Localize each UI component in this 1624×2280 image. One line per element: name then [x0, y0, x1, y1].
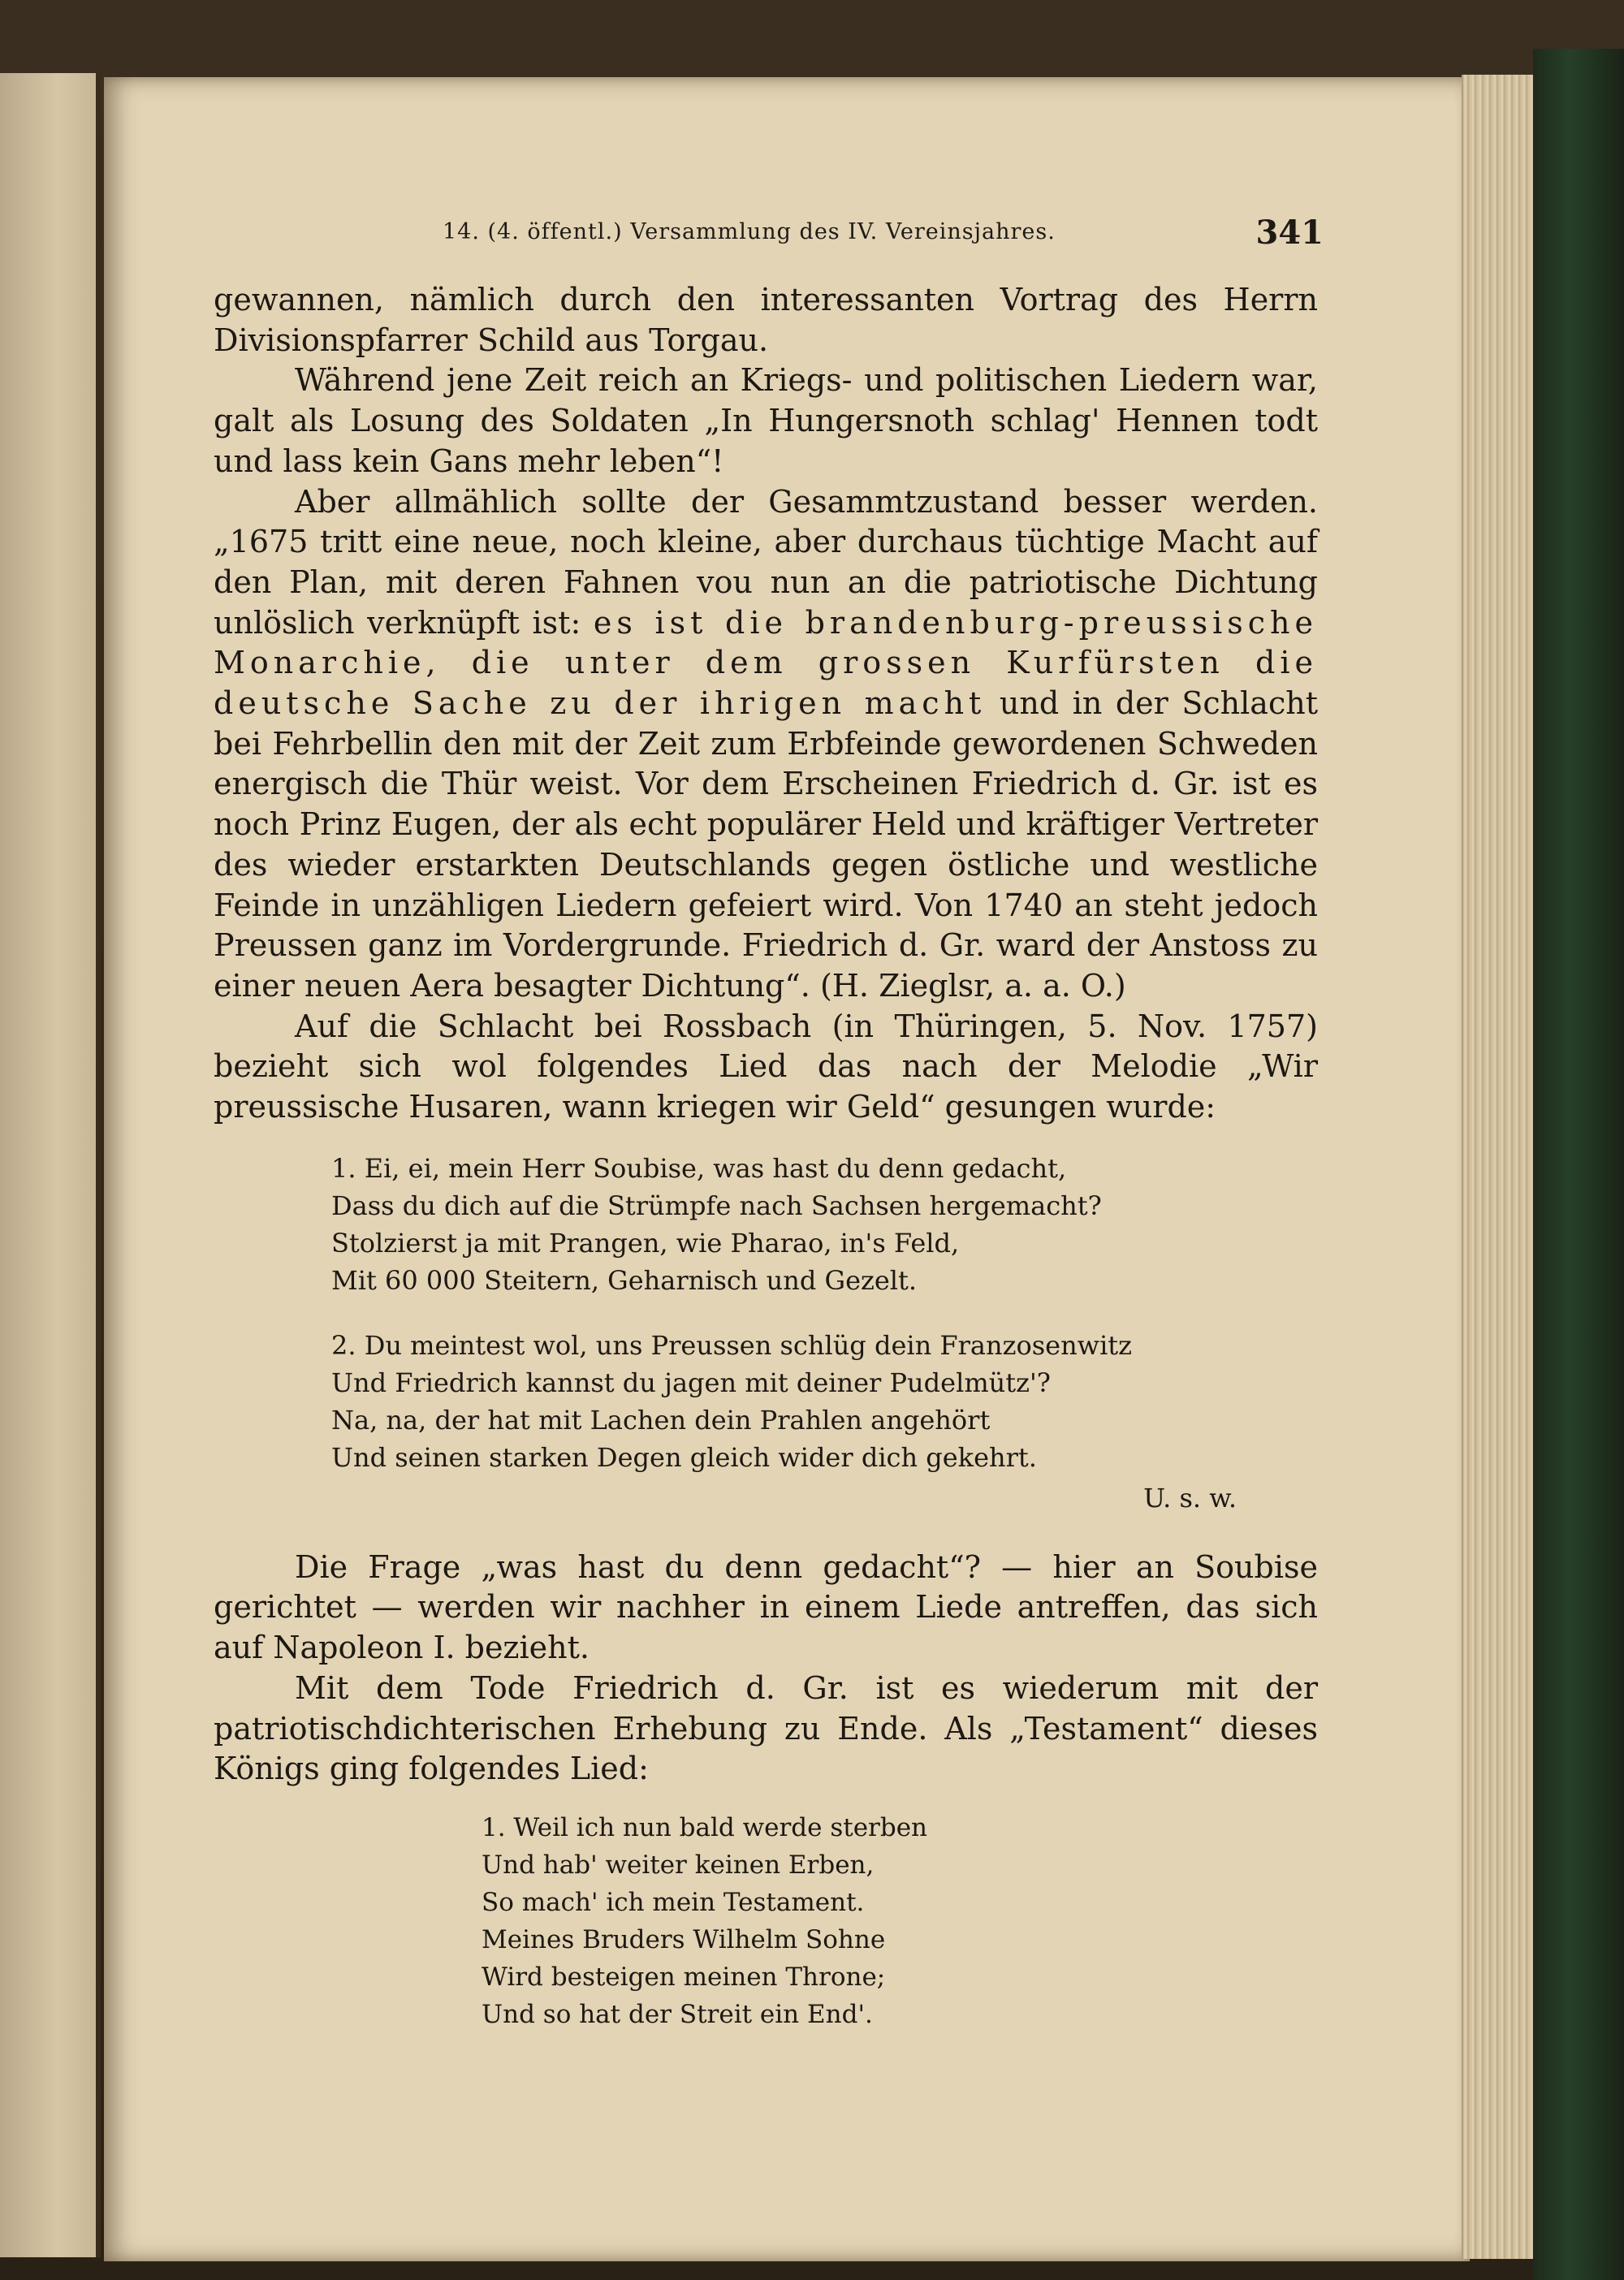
paragraph-3-text-a: Aber allmählich sollte der Gesammtzustand besser werden. „1675 tritt eine neue, noch kleine, aber durchaus tüchtige Macht auf den Plan, mit deren Fahnen vou nun an die patriotische Dichtung unlöslich verknüpft ist:: [214, 483, 1318, 641]
verse-line: Stolzierst ja mit Prangen, wie Pharao, in's Feld,: [331, 1227, 960, 1259]
page-edges: [1462, 75, 1536, 2259]
page-content: [214, 280, 1318, 2033]
poem-closing: U. s. w.: [1143, 1482, 1237, 1514]
page-number: 341: [1255, 214, 1324, 252]
verse-line: Na, na, der hat mit Lachen dein Prahlen angehört: [331, 1404, 991, 1436]
verse-line: Und seinen starken Degen gleich wider dich gekehrt.: [331, 1441, 1037, 1473]
paragraph-5: Die Frage „was hast du denn gedacht“? — hier an Soubise gerichtet — werden wir nachher in einem Liede antreffen, das sich auf Napoleon I. bezieht.: [214, 1548, 1318, 1666]
book-cover: [1533, 49, 1624, 2280]
verse-line: So mach' ich mein Testament.: [482, 1887, 865, 1917]
paragraph-6: Mit dem Tode Friedrich d. Gr. ist es wiederum mit der patriotischdichterischen Erhebung zu Ende. Als „Testament“ dieses Königs ging folgendes Lied:: [214, 1669, 1318, 1787]
poem-soubise-stanza-2: [331, 1327, 1318, 1476]
verse-line: Wird besteigen meinen Throne;: [482, 1962, 886, 1992]
facing-page-edge: [0, 73, 101, 2257]
paragraph-2: Während jene Zeit reich an Kriegs- und politischen Liedern war, galt als Losung des Soldaten „In Hungersnoth schlag' Hennen todt und lass kein Gans mehr leben“!: [214, 362, 1318, 479]
poem-testament: [482, 1809, 1318, 2033]
verse-line: 2. Du meintest wol, uns Preussen schlüg dein Franzosenwitz: [331, 1329, 1133, 1361]
paragraph-3-spaced-text: es ist die brandenburg-preussische Monarchie, die unter dem grossen Kurfürsten die deutsche Sache zu der ihrigen macht: [214, 604, 1318, 722]
paragraph-3-text-b: und in der Schlacht bei Fehrbellin den mit der Zeit zum Erbfeinde gewordenen Schweden energisch die Thür weist. Vor dem Erscheinen Friedrich d. Gr. ist es noch Prinz Eugen, der als echt populärer Held und kräftiger Vertreter des wieder erstarkten Deutschlands gegen östliche und westliche Feinde in unzähligen Liedern gefeiert wird. Von 1740 an steht jedoch Preussen ganz im Vordergrunde. Friedrich d. Gr. ward der Anstoss zu einer neuen Aera besagter Dichtung“. (H. Zieglsr, a. a. O.): [214, 685, 1318, 1004]
page-header: [443, 136, 1332, 252]
verse-line: Meines Bruders Wilhelm Sohne: [482, 1924, 886, 1954]
verse-line: 1. Weil ich nun bald werde sterben: [482, 1812, 928, 1842]
verse-line: Und so hat der Streit ein End'.: [482, 1999, 873, 2029]
poem-soubise-stanza-1: [331, 1150, 1318, 1299]
verse-line: Und Friedrich kannst du jagen mit deiner Pudelmütz'?: [331, 1367, 1051, 1398]
paragraph-3: [214, 482, 1318, 1007]
paragraph-1: gewannen, nämlich durch den interessanten Vortrag des Herrn Divisionspfarrer Schild aus Torgau.: [214, 282, 1318, 358]
running-head: 14. (4. öffentl.) Versammlung des IV. Vereinsjahres.: [443, 219, 1056, 244]
verse-line: Dass du dich auf die Strümpfe nach Sachsen hergemacht?: [331, 1190, 1102, 1221]
verse-line: 1. Ei, ei, mein Herr Soubise, was hast du denn gedacht,: [331, 1152, 1067, 1184]
verse-line: Und hab' weiter keinen Erben,: [482, 1850, 875, 1880]
paragraph-4: Auf die Schlacht bei Rossbach (in Thüringen, 5. Nov. 1757) bezieht sich wol folgendes Lied das nach der Melodie „Wir preussische Husaren, wann kriegen wir Geld“ gesungen wurde:: [214, 1008, 1318, 1125]
verse-line: Mit 60 000 Steitern, Geharnisch und Gezelt.: [331, 1264, 918, 1296]
